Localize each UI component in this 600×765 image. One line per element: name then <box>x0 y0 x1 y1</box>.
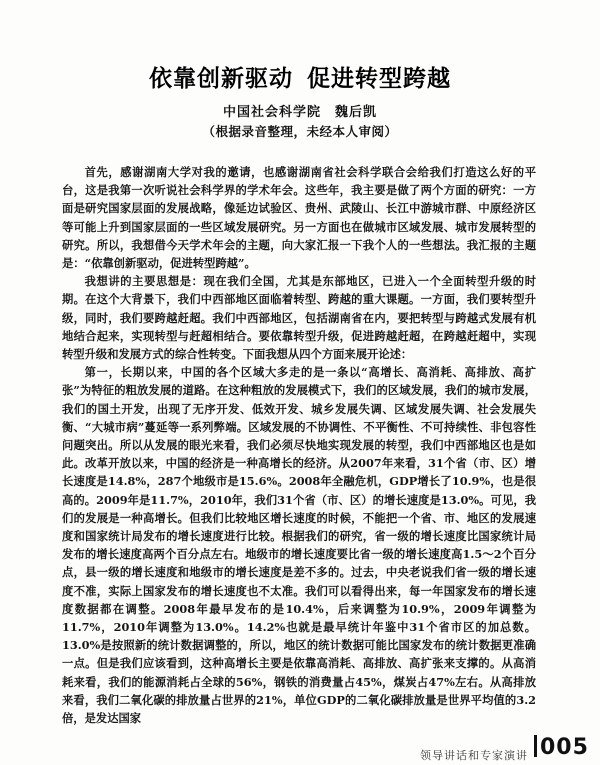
footer-divider <box>0 741 600 742</box>
title-part-1: 依靠创新驱动 <box>149 66 293 92</box>
transcription-note: （根据录音整理，未经本人审阅） <box>202 124 398 139</box>
author-line <box>0 101 600 120</box>
article-title <box>0 60 600 93</box>
page-number-block <box>534 735 589 760</box>
title-part-2: 促进转型跨越 <box>307 66 451 92</box>
page-number: 005 <box>540 735 589 760</box>
article-body <box>62 163 536 727</box>
paragraph-1: 首先，感谢湖南大学对我的邀请，也感谢湖南省社会科学联合会给我们打造这么好的平台，这是我第一次听说社会科学界的学术年会。这些年，我主要是做了两个方面的研究：一方面是研究国家层面的发展战略，像延边试验区、贵州、武陵山、长江中游城市群、中原经济区等可能上升到国家层面的一些区域发展研究。另一方面也在做城市区域发展、城市发展转型的研究。所以，我想借今天学术年会的主题，向大家汇报一下我个人的一些想法。我汇报的主题是：“依靠创新驱动，促进转型跨越”。 <box>62 165 536 271</box>
author-affiliation: 中国社会科学院 <box>222 105 321 120</box>
paragraph-3: 第一，长期以来，中国的各个区域大多走的是一条以“高增长、高消耗、高排放、高扩张”为特征的粗放发展的道路。在这种粗放的发展模式下，我们的区域发展，我们的城市发展，我们的国土开发，出现了无序开发、低效开发、城乡发展失调、区域发展失调、社会发展失衡、“大城市病”蔓延等一系列弊端。区域发展的不协调性、不平衡性、不可持续性、非包容性问题突出。所以从发展的眼光来看，我们必须尽快地实现发展的转型，我们中西部地区也是如此。改革开放以来，中国的经济是一种高增长的经济。从2007年来看，31个省（市、区）增长速度是14.8%，287个地级市是15.6%。2008年全融危机，GDP增长了10.9%，也是很高的。2009年是11.7%，2010年，我们31个省（市、区）的增长速度是13.0%。可见，我们的发展是一种高增长。但我们比较地区增长速度的时候，不能把一个省、市、地区的发展速度和国家统计局发布的增长速度进行比较。根据我们的研究，省一级的增长速度比国家统计局发布的增长速度高两个百分点左右。地级市的增长速度要比省一级的增长速度高1.5～2个百分点，县一级的增长速度和地级市的增长速度是差不多的。过去，中央老说我们省一级的增长速度不准，实际上国家发布的增长速度也不太准。我们可以看得出来，每一年国家发布的增长速度数据都在调整。2008年最早发布的是10.4%，后来调整为10.9%，2009年调整为11.7%，2010年调整为13.0%。14.2%也就是最早统计年鉴中31个省市区的加总数。13.0%是按照新的统计数据调整的，所以，地区的统计数据可能比国家发布的统计数据更准确一点。但是我们应该看到，这种高增长主要是依靠高消耗、高排放、高扩张来支撑的。从高消耗来看，我们的能源消耗占全球的56%，钢铁的消费量占45%，煤炭占47%左右。从高排放来看，我们二氧化碳的排放量占世界的21%，单位GDP的二氧化碳排放量是世界平均值的3.2倍，是发达国家 <box>62 365 536 726</box>
page-number-bar <box>534 735 537 757</box>
paragraph-2: 我想讲的主要思想是：现在我们全国，尤其是东部地区，已进入一个全面转型升级的时期。在这个大背景下，我们中西部地区面临着转型、跨越的重大课题。一方面，我们要转型升级，同时，我们要跨越赶超。我们中西部地区，包括湖南省在内，要把转型与跨越式发展有机地结合起来，实现转型与赶超相结合。要依靠转型升级，促进跨越赶超，在跨越赶超中，实现转型升级和发展方式的综合性转变。下面我想从四个方面来展开论述： <box>62 274 536 362</box>
running-head: 领导讲话和专家演讲 <box>420 749 528 762</box>
author-name: 魏后凯 <box>335 105 378 120</box>
